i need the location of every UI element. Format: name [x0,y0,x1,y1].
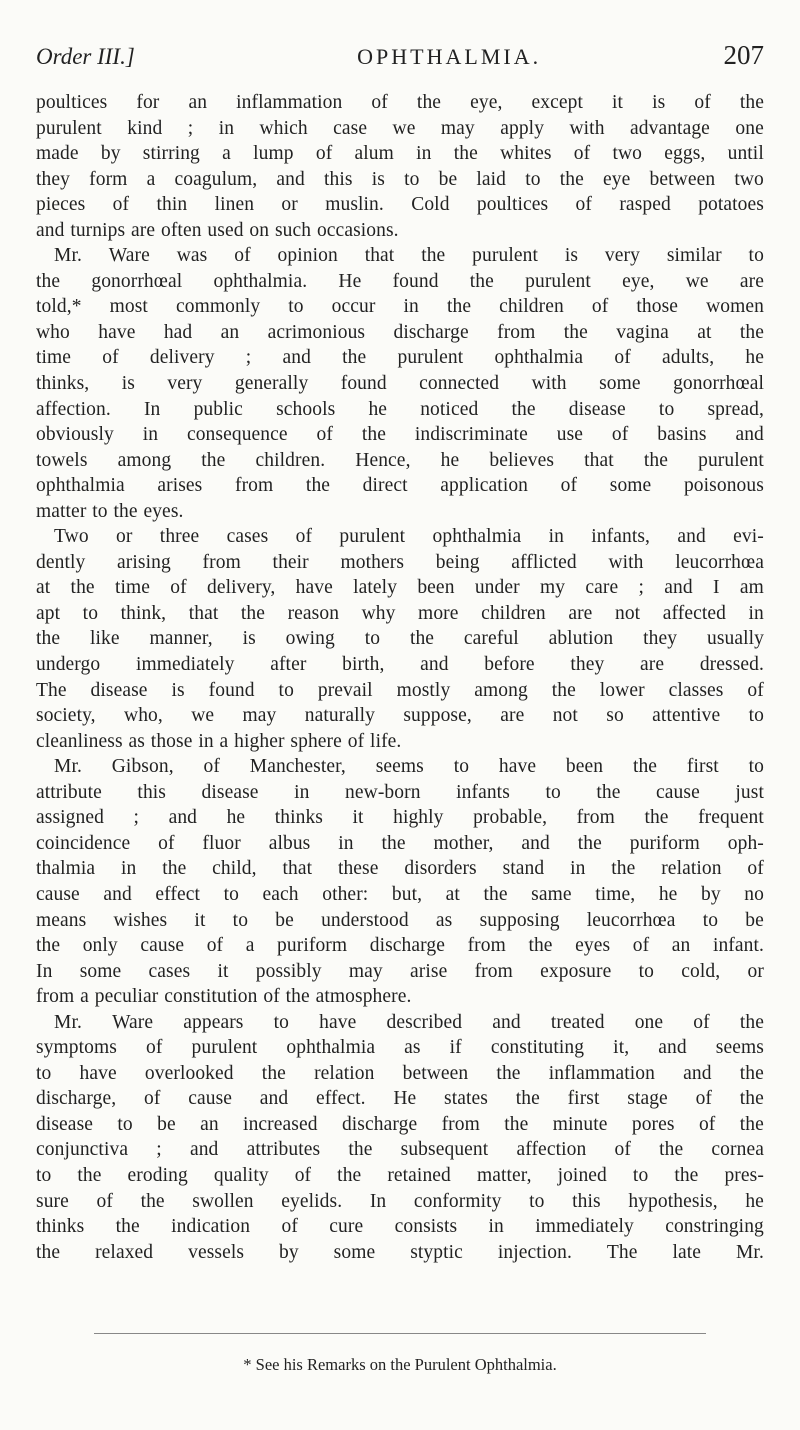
text-line: conjunctiva ; and attributes the subsequent affection of the cornea [36,1139,764,1161]
text-line: who have had an acrimonious discharge from the vagina at the [36,321,764,343]
text-line: sure of the swollen eyelids. In conformity to this hypothesis, he [36,1190,764,1212]
text-line: obviously in consequence of the indiscriminate use of basins and [36,424,764,446]
text-line: the only cause of a puriform discharge from the eyes of an infant. [36,935,764,957]
text-line: society, who, we may naturally suppose, are not so attentive to [36,705,764,727]
text-line: matter to the eyes. [36,500,184,522]
text-line: apt to think, that the reason why more children are not affected in [36,602,764,624]
text-line: the like manner, is owing to the careful ablution they usually [36,628,764,650]
order-label: Order III.] [36,44,135,69]
text-line: poultices for an inflammation of the eye, except it is of the [36,92,764,113]
text-line: from a peculiar constitution of the atmosphere. [36,986,412,1008]
text-line: time of delivery ; and the purulent ophthalmia of adults, he [36,347,764,369]
text-line: In some cases it possibly may arise from exposure to cold, or [36,960,764,982]
text-line: dently arising from their mothers being afflicted with leucorrhœa [36,551,764,573]
footnote-rule [94,1333,706,1334]
text-line: symptoms of purulent ophthalmia as if constituting it, and seems [36,1037,764,1059]
text-line: pieces of thin linen or muslin. Cold poultices of rasped potatoes [36,194,764,216]
text-line: assigned ; and he thinks it highly probable, from the frequent [36,807,764,829]
text-line: affection. In public schools he noticed the disease to spread, [36,398,764,420]
text-line: coincidence of fluor albus in the mother, and the puriform oph- [36,832,764,854]
book-page [36,40,764,1265]
text-line: thinks the indication of cure consists in immediately constringing [36,1216,764,1238]
text-line: cleanliness as those in a higher sphere of life. [36,730,402,752]
text-line: The disease is found to prevail mostly among the lower classes of [36,679,764,701]
text-line: towels among the children. Hence, he believes that the purulent [36,449,764,471]
text-line: ophthalmia arises from the direct application of some poisonous [36,475,764,497]
text-line: discharge, of cause and effect. He states the first stage of the [36,1088,764,1110]
text-line: thalmia in the child, that these disorders stand in the relation of [36,858,764,880]
footnote: * See his Remarks on the Purulent Ophthalmia. [243,1355,557,1374]
text-line: Two or three cases of purulent ophthalmia in infants, and evi- [54,526,764,548]
text-line: the relaxed vessels by some styptic injection. The late Mr. [36,1241,764,1263]
text-line: cause and effect to each other: but, at the same time, he by no [36,883,764,905]
text-line: thinks, is very generally found connected with some gonorrhœal [36,373,764,395]
text-line: to have overlooked the relation between the inflammation and the [36,1062,764,1084]
text-line: told,* most commonly to occur in the children of those women [36,296,764,318]
text-line: Mr. Ware was of opinion that the purulent is very similar to [54,245,764,267]
page-number: 207 [723,40,764,70]
text-line: made by stirring a lump of alum in the whites of two eggs, until [36,143,764,165]
body-text [36,90,764,1265]
text-line: undergo immediately after birth, and before they are dressed. [36,654,764,676]
running-title: OPHTHALMIA. [357,44,542,69]
text-line: disease to be an increased discharge from the minute pores of the [36,1113,764,1135]
running-header [36,40,764,84]
text-line: Mr. Gibson, of Manchester, seems to have been the first to [54,756,764,778]
text-line: the gonorrhœal ophthalmia. He found the purulent eye, we are [36,270,764,292]
text-line: purulent kind ; in which case we may apply with advantage one [36,117,764,139]
text-line: means wishes it to be understood as supposing leucorrhœa to be [36,909,764,931]
text-line: they form a coagulum, and this is to be laid to the eye between two [36,168,764,190]
text-line: Mr. Ware appears to have described and treated one of the [54,1011,764,1033]
text-line: attribute this disease in new-born infants to the cause just [36,781,764,803]
text-line: and turnips are often used on such occasions. [36,219,399,241]
text-line: at the time of delivery, have lately been under my care ; and I am [36,577,764,599]
text-line: to the eroding quality of the retained matter, joined to the pres- [36,1164,764,1186]
